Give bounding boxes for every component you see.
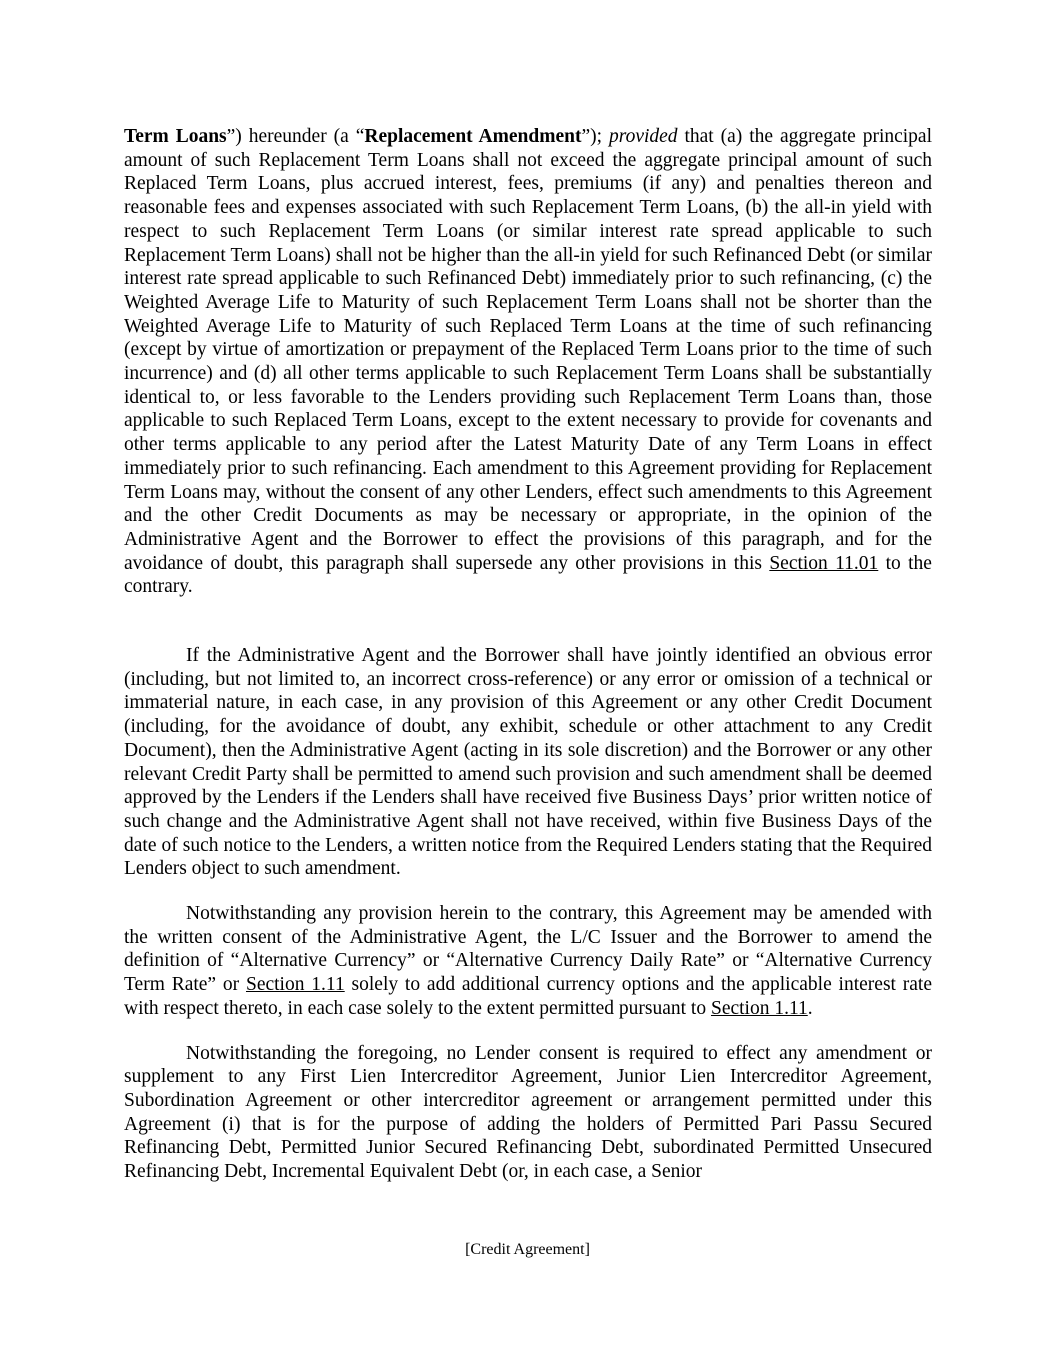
text-run: . — [807, 997, 813, 1019]
text-run: to the contrary. — [124, 552, 932, 598]
text-run: Notwithstanding any provision herein to the contrary, this Agreement may be amended with the written consent of the Administrative Agent, the L/C Issuer and the Borrower to amend the definition of “Alternative Currency” or “Alternative Currency Daily Rate” or “Alternative Currency Term Rate” or — [124, 903, 932, 996]
text-run: If the Administrative Agent and the Borrower shall have jointly identified an obvious error (including, but not limited to, an incorrect cross-reference) or any error or omission of a technical or immaterial nature, in each case, in any provision of this Agreement or any other Credit Document (including, for the avoidance of doubt, any exhibit, schedule or other attachment to any Credit Document), then the Administrative Agent (acting in its sole discretion) and the Borrower or any other relevant Credit Party shall be permitted to amend such provision and such amendment shall be deemed approved by the Lenders if the Lenders shall have received five Business Days’ prior written notice of such change and the Administrative Agent shall not have received, within five Business Days of the date of such notice to the Lenders, a written notice from the Required Lenders stating that the Required Lenders object to such amendment. — [124, 645, 932, 880]
text-run: Term Loans — [124, 126, 227, 147]
section-reference: Section 1.11 — [710, 997, 808, 1019]
text-run: solely to add additional currency options and the applicable interest rate with respect thereto, in each case solely to the extent permitted pursuant to — [124, 974, 932, 1019]
text-run: Replacement Amendment — [364, 126, 582, 147]
paragraph-alternative-currency — [124, 902, 932, 1021]
text-run: ”); — [581, 126, 609, 147]
text-run: ”) hereunder (a “ — [226, 126, 365, 147]
section-reference: Section 11.01 — [769, 552, 879, 574]
page-footer: [Credit Agreement] — [465, 1241, 590, 1258]
paragraph-replacement-amendment — [124, 125, 932, 623]
text-run: that (a) the aggregate principal amount of such Replacement Term Loans shall not exceed the aggregate principal amount of such Replaced Term Loans, plus accrued interest, fees, premiums (if any) and penalties thereon and reasonable fees and expenses associated with such Replacement Term Loans, (b) the all-in yield with respect to such Replacement Term Loans (or similar interest rate spread applicable to such Replacement Term Loans) shall not be higher than the all-in yield for such Refinanced Debt (or similar interest rate spread applicable to such Refinanced Debt) immediately prior to such refinancing, (c) the Weighted Average Life to Maturity of such Replacement Term Loans shall not be shorter than the Weighted Average Life to Maturity of such Replaced Term Loans at the time of such refinancing (except by virtue of amortization or prepayment of the Replaced Term Loans prior to the time of such incurrence) and (d) all other terms applicable to such Replacement Term Loans shall be substantially identical to, or less favorable to the Lenders providing such Replacement Term Loans than, those applicable to such Replaced Term Loans, except to the extent necessary to provide for covenants and other terms applicable to any period after the Latest Maturity Date of any Term Loans in effect immediately prior to such refinancing. Each amendment to this Agreement providing for Replacement Term Loans may, without the consent of any other Lenders, effect such amendments to this Agreement and the other Credit Documents as may be necessary or appropriate, in the opinion of the Administrative Agent and the Borrower to effect the provisions of this paragraph, and for the avoidance of doubt, this paragraph shall supersede any other provisions in this — [124, 126, 933, 574]
text-run: Notwithstanding the foregoing, no Lender consent is required to effect any amendment or supplement to any First Lien Intercreditor Agreement, Junior Lien Intercreditor Agreement, Subordination Agreement or other intercreditor agreement or arrangement permitted under this Agreement (i) that is for the purpose of adding the holders of Permitted Pari Passu Secured Refinancing Debt, Permitted Junior Secured Refinancing Debt, subordinated Permitted Unsecured Refinancing Debt, Incremental Equivalent Debt (or, in each case, a Senior — [124, 1042, 932, 1183]
paragraph-obvious-error — [124, 644, 932, 881]
section-reference: Section 1.11 — [245, 974, 345, 996]
document-body — [124, 125, 932, 1184]
paragraph-intercreditor — [124, 1042, 932, 1184]
text-run: provided — [608, 126, 678, 147]
